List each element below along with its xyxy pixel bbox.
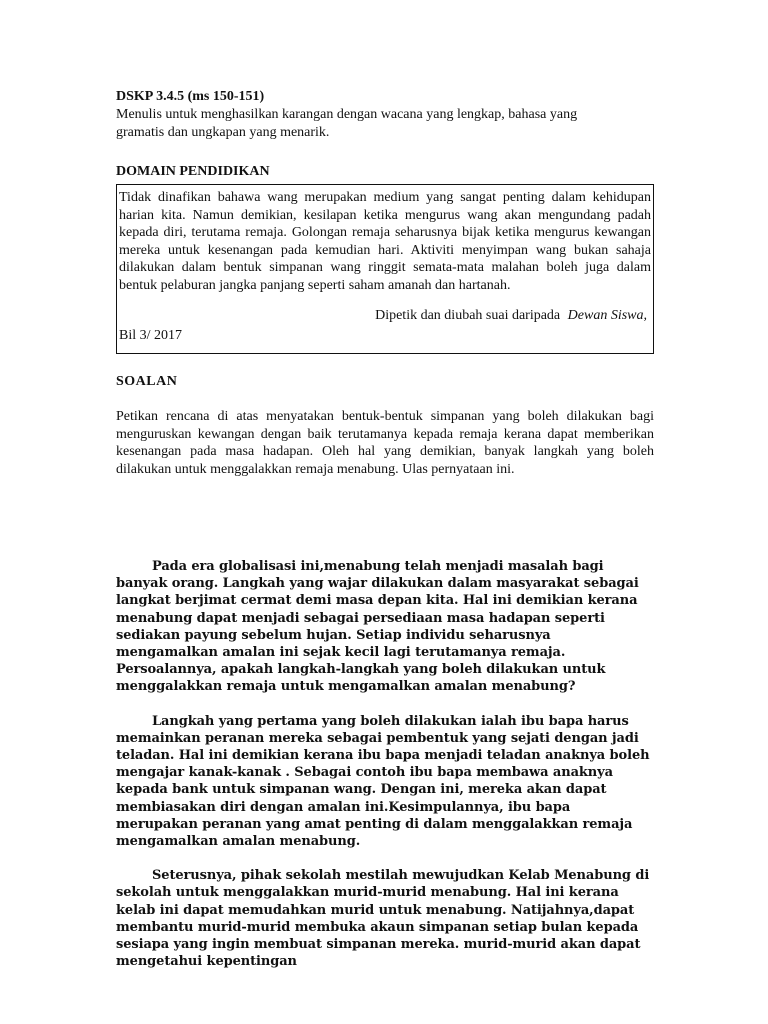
essay-paragraph-3 xyxy=(116,867,656,970)
essay-paragraph-2-text: Langkah yang pertama yang boleh dilakukan ialah ibu bapa harus memainkan peranan mereka sebagai pembentuk yang sejati dengan jadi teladan. Hal ini demikian kerana ibu bapa menjadi teladan anaknya boleh mengajar kanak-kanak . Sebagai contoh ibu bapa membawa anaknya kepada bank untuk simpanan wang. Dengan ini, mereka akan dapat membiasakan diri dengan amalan ini.Kesimpulannya, ibu bapa merupakan peranan yang amat penting di dalam menggalakkan remaja mengamalkan amalan menabung. xyxy=(116,713,650,850)
essay-paragraph-3-text: Seterusnya, pihak sekolah mestilah mewujudkan Kelab Menabung di sekolah untuk menggalakkan murid-murid menabung. Hal ini kerana kelab ini dapat memudahkan murid untuk menabung. Natijahnya,dapat membantu murid-murid membuka akaun simpanan setiap bulan kepada sesiapa yang ingin membuat simpanan mereka. murid-murid akan dapat mengetahui kepentingan xyxy=(116,868,650,970)
question-section xyxy=(116,373,654,478)
excerpt-source xyxy=(119,307,651,325)
essay-paragraph-1 xyxy=(116,558,656,696)
source-issue: Bil 3/ 2017 xyxy=(119,327,183,343)
dskp-heading: DSKP 3.4.5 (ms 150-151) xyxy=(116,89,265,104)
document-header xyxy=(116,88,654,181)
question-text: Petikan rencana di atas menyatakan bentuk-bentuk simpanan yang boleh dilakukan bagi menguruskan kewangan dengan baik terutamanya kepada remaja kerana dapat memberikan kesenangan pada masa hadapan. Oleh hal yang demikian, banyak langkah yang boleh dilakukan untuk menggalakkan remaja menabung. Ulas pernyataan ini. xyxy=(116,409,654,477)
essay-body xyxy=(116,558,656,987)
essay-paragraph-2 xyxy=(116,713,656,851)
excerpt-box xyxy=(116,184,654,354)
dskp-description-line-1: Menulis untuk menghasilkan karangan dengan wacana yang lengkap, bahasa yang xyxy=(116,107,578,122)
dskp-description-line-2: gramatis dan ungkapan yang menarik. xyxy=(116,125,330,140)
question-heading: SOALAN xyxy=(116,374,178,389)
domain-heading: DOMAIN PENDIDIKAN xyxy=(116,164,270,179)
source-title: Dewan Siswa, xyxy=(567,307,647,323)
essay-paragraph-1-text: Pada era globalisasi ini,menabung telah menjadi masalah bagi banyak orang. Langkah yang wajar dilakukan dalam masyarakat sebagai langkat berjimat cermat demi masa depan kita. Hal ini demikian kerana menabung dapat menjadi sebagai persediaan masa hadapan seperti sediakan payung sebelum hujan. Setiap individu seharusnya mengamalkan amalan ini sejak kecil lagi terutamanya remaja. Persoalannya, apakah langkah-langkah yang boleh dilakukan untuk menggalakkan remaja untuk mengamalkan amalan menabung? xyxy=(116,559,639,695)
source-prefix: Dipetik dan diubah suai daripada xyxy=(375,307,561,323)
excerpt-text: Tidak dinafikan bahawa wang merupakan medium yang sangat penting dalam kehidupan harian kita. Namun demikian, kesilapan ketika mengurus wang akan mengundang padah kepada diri, terutama remaja. Golongan remaja seharusnya bijak ketika mengurus kewangan mereka untuk kesenangan pada kemudian hari. Aktiviti menyimpan wang bukan sahaja dilakukan dalam bentuk simpanan wang ringgit semata-mata malahan boleh juga dalam bentuk pelaburan jangka panjang seperti saham amanah dan hartanah. xyxy=(119,190,651,293)
